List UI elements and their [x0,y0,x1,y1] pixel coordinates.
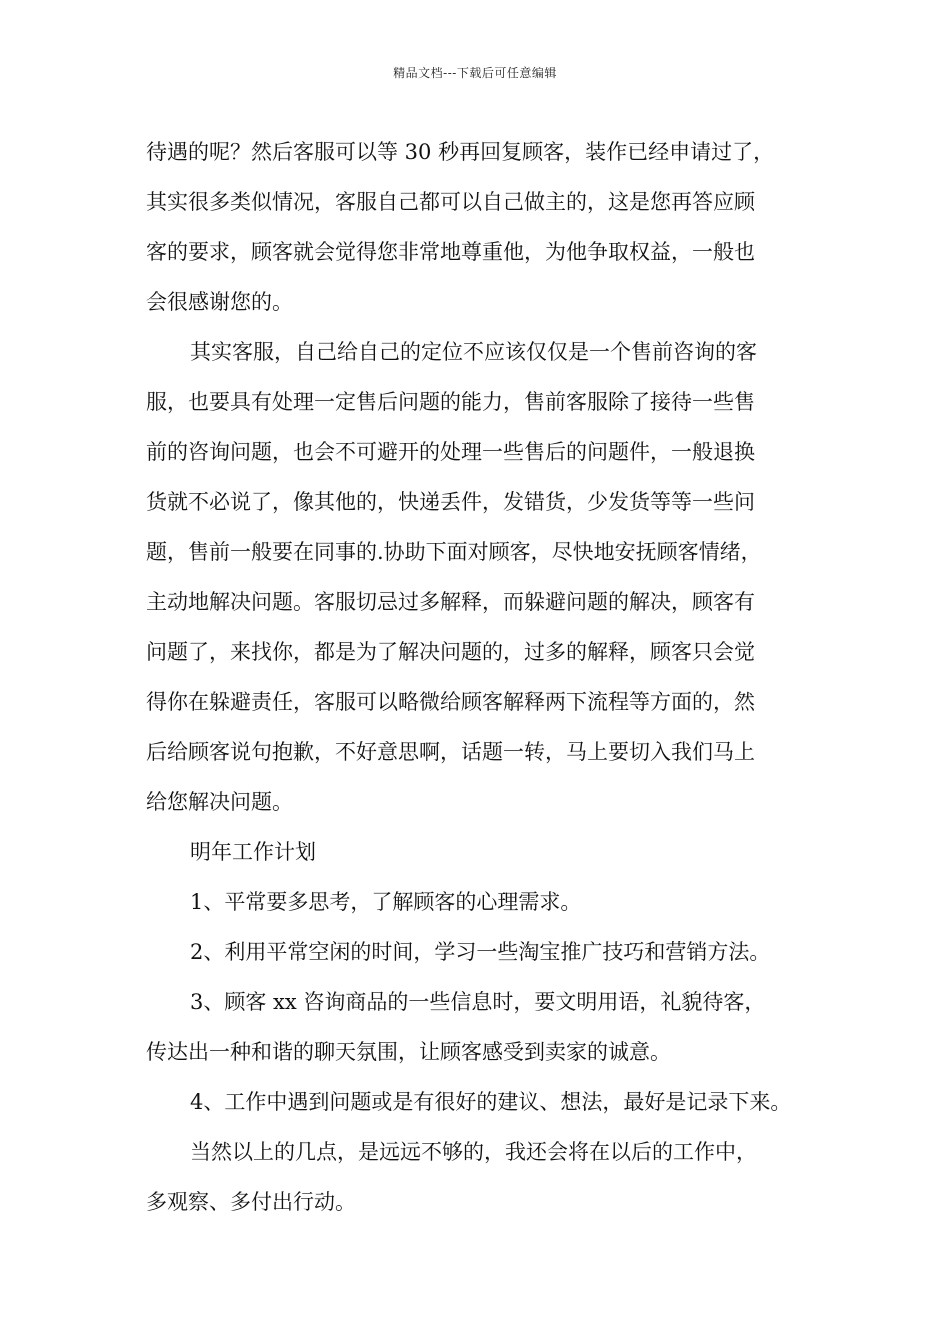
text-line: 其实客服，自己给自己的定位不应该仅仅是一个售前咨询的客 [190,340,757,364]
text-line: 问题了，来找你，都是为了解决问题的，过多的解释，顾客只会觉 [146,640,755,664]
text-line: 题，售前一般要在同事的.协助下面对顾客，尽快地安抚顾客情绪， [146,540,762,564]
text-line: 服，也要具有处理一定售后问题的能力，售前客服除了接待一些售 [146,390,755,414]
text-line: 当然以上的几点，是远远不够的，我还会将在以后的工作中， [190,1140,757,1164]
page-header: 精品文档---下载后可任意编辑 [393,66,557,80]
text-line: 其实很多类似情况，客服自己都可以自己做主的，这是您再答应顾 [146,190,755,214]
text-line: 多观察、多付出行动。 [146,1190,356,1214]
text-line: 前的咨询问题，也会不可避开的处理一些售后的问题件，一般退换 [146,440,755,464]
text-line: 给您解决问题。 [146,790,293,814]
document-body [146,127,826,1227]
text-line: 待遇的呢？然后客服可以等 30 秒再回复顾客，装作已经申请过了， [146,140,775,164]
text-line: 后给顾客说句抱歉，不好意思啊，话题一转，马上要切入我们马上 [146,740,755,764]
list-item: 3、顾客 xx 咨询商品的一些信息时，要文明用语，礼貌待客， [190,990,766,1014]
section-heading: 明年工作计划 [190,840,316,864]
text-line: 传达出一种和谐的聊天氛围，让顾客感受到卖家的诚意。 [146,1040,671,1064]
text-line: 会很感谢您的。 [146,290,293,314]
text-line: 主动地解决问题。客服切忌过多解释，而躲避问题的解决，顾客有 [146,590,755,614]
text-line: 得你在躲避责任，客服可以略微给顾客解释两下流程等方面的，然 [146,690,755,714]
text-line: 客的要求，顾客就会觉得您非常地尊重他，为他争取权益，一般也 [146,240,755,264]
list-item: 1、平常要多思考，了解顾客的心理需求。 [190,890,582,914]
list-item: 4、工作中遇到问题或是有很好的建议、想法，最好是记录下来。 [190,1090,792,1114]
text-line: 货就不必说了，像其他的，快递丢件，发错货，少发货等等一些问 [146,490,755,514]
list-item: 2、利用平常空闲的时间，学习一些淘宝推广技巧和营销方法。 [190,940,771,964]
